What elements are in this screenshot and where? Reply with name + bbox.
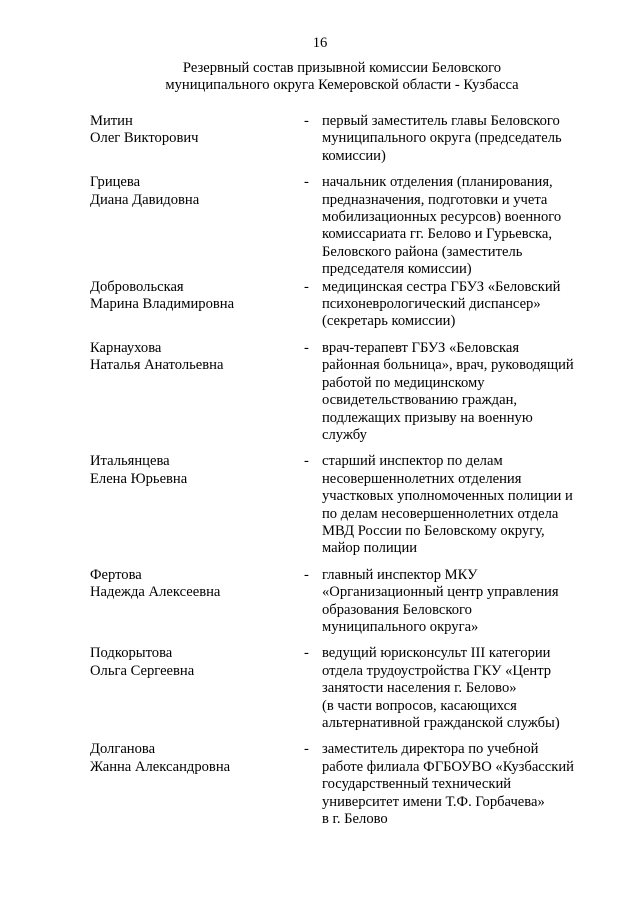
- member-role-line: заместитель директора по учебной: [322, 741, 539, 758]
- member-role-line: образования Беловского: [322, 601, 472, 618]
- member-role-line: врач-терапевт ГБУЗ «Беловская: [322, 339, 520, 356]
- member-surname: Грицева: [90, 174, 141, 191]
- member-role-line: (секретарь комиссии): [322, 313, 456, 330]
- member-role: [322, 174, 594, 278]
- member-role: [322, 113, 594, 165]
- member-entry: [90, 174, 600, 278]
- member-dash: -: [304, 741, 309, 758]
- member-role-line: участковых уполномоченных полиции и: [322, 488, 573, 505]
- member-role-line: занятости населения г. Белово»: [322, 680, 517, 697]
- member-surname: Митин: [90, 113, 133, 129]
- member-surname: Итальянцева: [90, 453, 170, 470]
- member-role-line: старший инспектор по делам: [322, 453, 503, 470]
- member-role-line: ведущий юрисконсульт III категории: [322, 645, 551, 662]
- member-role-line: комиссариата гг. Белово и Гурьевска,: [322, 226, 553, 243]
- member-given-names: Елена Юрьевна: [90, 470, 188, 487]
- member-role-line: альтернативной гражданской службы): [322, 715, 560, 731]
- member-dash: -: [304, 174, 309, 191]
- member-entry: [90, 645, 600, 732]
- member-role-line: работой по медицинскому: [322, 374, 485, 391]
- member-name: [90, 453, 300, 488]
- member-role-line: «Организационный центр управления: [322, 584, 559, 601]
- member-given-names: Диана Давидовна: [90, 191, 200, 208]
- member-role: [322, 645, 594, 732]
- member-role-line: первый заместитель главы Беловского: [322, 113, 560, 129]
- member-entry: [90, 741, 600, 828]
- member-role-line: мобилизационных ресурсов) военного: [322, 209, 562, 226]
- member-name: [90, 645, 300, 680]
- member-role: [322, 340, 594, 444]
- document-title: [0, 60, 640, 95]
- member-role-line: муниципального округа»: [322, 618, 479, 635]
- member-role-line: подлежащих призыву на военную: [322, 409, 533, 426]
- member-role-line: предназначения, подготовки и учета: [322, 191, 548, 208]
- member-given-names: Наталья Анатольевна: [90, 357, 224, 374]
- member-given-names: Надежда Алексеевна: [90, 584, 221, 601]
- member-role-line: майор полиции: [322, 540, 418, 557]
- member-role-line: комиссии): [322, 147, 386, 164]
- member-role-line: в г. Белово: [322, 811, 388, 828]
- member-surname: Подкорытова: [90, 645, 173, 662]
- member-role-line: главный инспектор МКУ: [322, 566, 478, 583]
- member-role-line: службу: [322, 426, 367, 443]
- commission-member-list: [90, 113, 600, 828]
- member-entry: [90, 279, 600, 331]
- member-role-line: университет имени Т.Ф. Горбачева»: [322, 793, 545, 810]
- member-entry: [90, 340, 600, 444]
- member-role-line: председателя комиссии): [322, 261, 472, 278]
- member-role-line: начальник отделения (планирования,: [322, 174, 553, 191]
- title-line-1: Резервный состав призывной комиссии Беловского: [182, 60, 502, 76]
- member-role-line: работе филиала ФГБОУВО «Кузбасский: [322, 758, 574, 775]
- member-role-line: районная больница», врач, руководящий: [322, 357, 574, 374]
- member-role: [322, 453, 594, 557]
- member-dash: -: [304, 645, 309, 662]
- member-dash: -: [304, 113, 309, 129]
- member-dash: -: [304, 278, 309, 295]
- member-surname: Фертова: [90, 566, 142, 583]
- member-role-line: психоневрологический диспансер»: [322, 296, 541, 313]
- member-name: [90, 174, 300, 209]
- member-role: [322, 741, 594, 828]
- member-entry: [90, 567, 600, 637]
- member-role-line: медицинская сестра ГБУЗ «Беловский: [322, 278, 561, 295]
- member-dash: -: [304, 339, 309, 356]
- member-role: [322, 567, 594, 637]
- member-surname: Добровольская: [90, 278, 184, 295]
- member-role-line: освидетельствованию граждан,: [322, 392, 518, 409]
- member-given-names: Марина Владимировна: [90, 296, 235, 313]
- member-surname: Карнаухова: [90, 339, 162, 356]
- member-entry: [90, 113, 600, 165]
- member-surname: Долганова: [90, 741, 156, 758]
- member-given-names: Ольга Сергеевна: [90, 662, 195, 679]
- member-given-names: Олег Викторович: [90, 130, 199, 147]
- member-role-line: (в части вопросов, касающихся: [322, 697, 517, 714]
- member-name: [90, 279, 300, 314]
- member-role-line: МВД России по Беловскому округу,: [322, 522, 545, 539]
- member-role-line: несовершеннолетних отделения: [322, 470, 522, 487]
- member-role: [322, 279, 594, 331]
- member-name: [90, 741, 300, 776]
- member-name: [90, 113, 300, 148]
- member-role-line: муниципального округа (председатель: [322, 130, 562, 147]
- page-number: 16: [312, 35, 328, 51]
- member-dash: -: [304, 453, 309, 470]
- member-given-names: Жанна Александровна: [90, 758, 231, 775]
- member-role-line: Беловского района (заместитель: [322, 243, 523, 260]
- member-name: [90, 340, 300, 375]
- member-entry: [90, 453, 600, 557]
- member-name: [90, 567, 300, 602]
- member-role-line: государственный технический: [322, 776, 512, 793]
- member-dash: -: [304, 566, 309, 583]
- title-line-2: муниципального округа Кемеровской области - Кузбасса: [165, 77, 519, 94]
- member-role-line: отдела трудоустройства ГКУ «Центр: [322, 662, 552, 679]
- member-role-line: по делам несовершеннолетних отдела: [322, 505, 559, 522]
